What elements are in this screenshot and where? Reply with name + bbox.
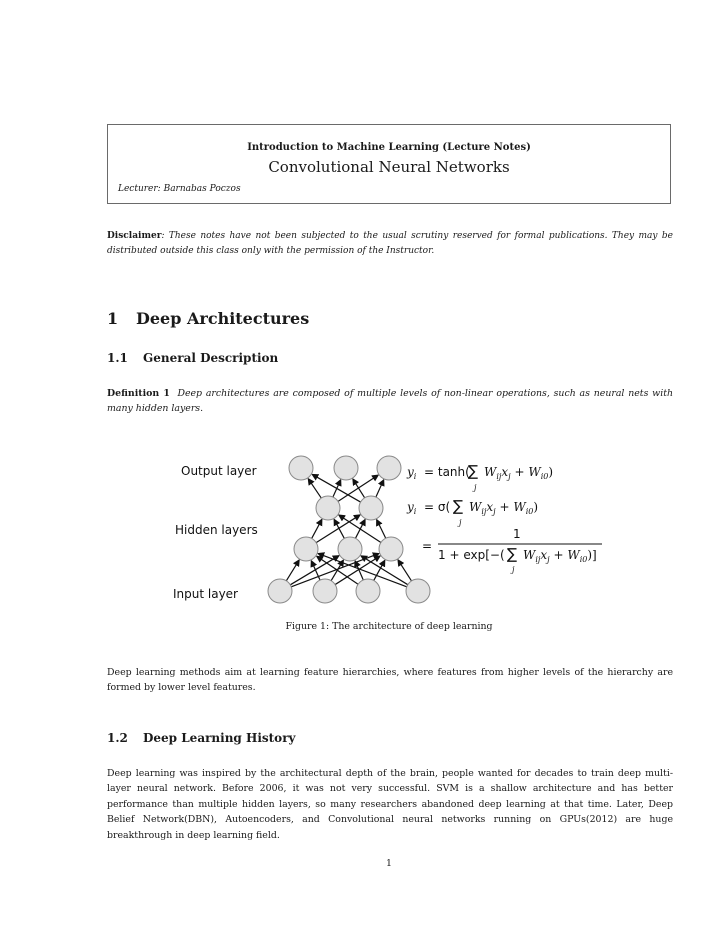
svg-text:yi: $y_i$ [407, 465, 417, 481]
definition [107, 386, 673, 417]
disclaimer-text: : These notes have not been subjected to the usual scrutiny reserved for formal publications. They may be distributed outside this class only with the permission of the Instructor. [107, 231, 673, 256]
svg-text:=: = [422, 539, 433, 553]
svg-text:= σ(: = σ( [424, 500, 451, 514]
definition-text: Deep architectures are composed of multiple levels of non-linear operations, such as neural nets with many hidden layers. [107, 388, 673, 415]
edge-hidden2-1-output-2 [376, 480, 384, 497]
section-heading-1: 1 Deep Architectures [107, 309, 310, 328]
edge-hidden2-0-output-0 [308, 479, 321, 498]
edge-input-0-hidden1-0 [286, 560, 299, 581]
disclaimer [107, 229, 673, 259]
edge-hidden1-1-hidden2-0 [334, 519, 344, 538]
node-input-0 [268, 579, 292, 603]
paragraph-history: Deep learning was inspired by the architectural depth of the brain, people wanted for decades to train deep multi-layer neural network. Before 2006, it was not very successful. SVM is a shallow architecture and has better performance than multiple hidden layers, so many researchers abandoned deep learning at that time. Later, Deep Belief Network(DBN), Autoencoders, and Convolutional neural networks running on GPUs(2012) are huge breakthrough in deep learning field. [107, 768, 673, 841]
subsection-heading-1-1: 1.1 General Description [107, 351, 279, 365]
definition-label: Definition 1 [107, 388, 170, 399]
node-hidden2-0 [316, 496, 340, 520]
page-title: Convolutional Neural Networks [268, 158, 510, 176]
deep-architecture-figure [170, 448, 620, 610]
equation-fraction [422, 527, 602, 574]
node-hidden1-0 [294, 537, 318, 561]
paragraph-feature-hierarchies: Deep learning methods aim at learning feature hierarchies, where features from higher levels of the hierarchy are formed by lower level features. [107, 667, 673, 694]
subsection-heading-1-2: 1.2 Deep Learning History [107, 731, 296, 745]
node-output-2 [377, 456, 401, 480]
edge-hidden1-0-hidden2-0 [312, 519, 322, 538]
svg-text:∑: ∑ [453, 497, 464, 515]
svg-text:j: j [474, 483, 477, 492]
node-input-1 [313, 579, 337, 603]
equation-sigma [406, 497, 538, 527]
equation-tanh [406, 462, 553, 492]
node-hidden1-1 [338, 537, 362, 561]
lecturer: Lecturer: Barnabas Poczos [118, 184, 241, 194]
svg-text:Wijxj + Wi0)]: $W_{ij}x_j + W_{i0}$)] [523, 548, 597, 564]
node-input-2 [356, 579, 380, 603]
label-input-layer: Input layer [173, 587, 238, 601]
node-output-1 [334, 456, 358, 480]
svg-text:yi: $y_i$ [407, 500, 417, 516]
node-hidden2-1 [359, 496, 383, 520]
course-title: Introduction to Machine Learning (Lecture Notes) [247, 142, 531, 153]
svg-text:Wijxj + Wi0): $W_{ij}x_j + W_{i0}$) [469, 500, 539, 516]
svg-text:j: j [512, 565, 515, 574]
node-hidden1-2 [379, 537, 403, 561]
svg-text:Wijxj + Wi0): $W_{ij}x_j + W_{i0}$) [484, 465, 554, 481]
node-output-0 [289, 456, 313, 480]
svg-text:1: 1 [513, 527, 521, 541]
label-hidden-layers: Hidden layers [175, 523, 258, 537]
edge-hidden2-1-output-1 [353, 479, 365, 498]
edge-hidden2-1-output-0 [312, 474, 360, 502]
edge-input-3-hidden1-2 [398, 560, 411, 581]
disclaimer-label: Disclaimer [107, 231, 162, 241]
svg-text:j: j [459, 518, 462, 527]
edge-hidden1-2-hidden2-1 [377, 520, 386, 539]
page-number: 1 [386, 858, 392, 869]
node-input-3 [406, 579, 430, 603]
label-output-layer: Output layer [181, 464, 257, 478]
svg-text:1 + exp[−(: 1 + exp[−( [438, 548, 505, 562]
svg-text:= tanh(: = tanh( [424, 465, 470, 479]
svg-text:∑: ∑ [507, 545, 518, 563]
figure-caption: Figure 1: The architecture of deep learning [285, 621, 493, 632]
svg-text:∑: ∑ [468, 462, 479, 480]
